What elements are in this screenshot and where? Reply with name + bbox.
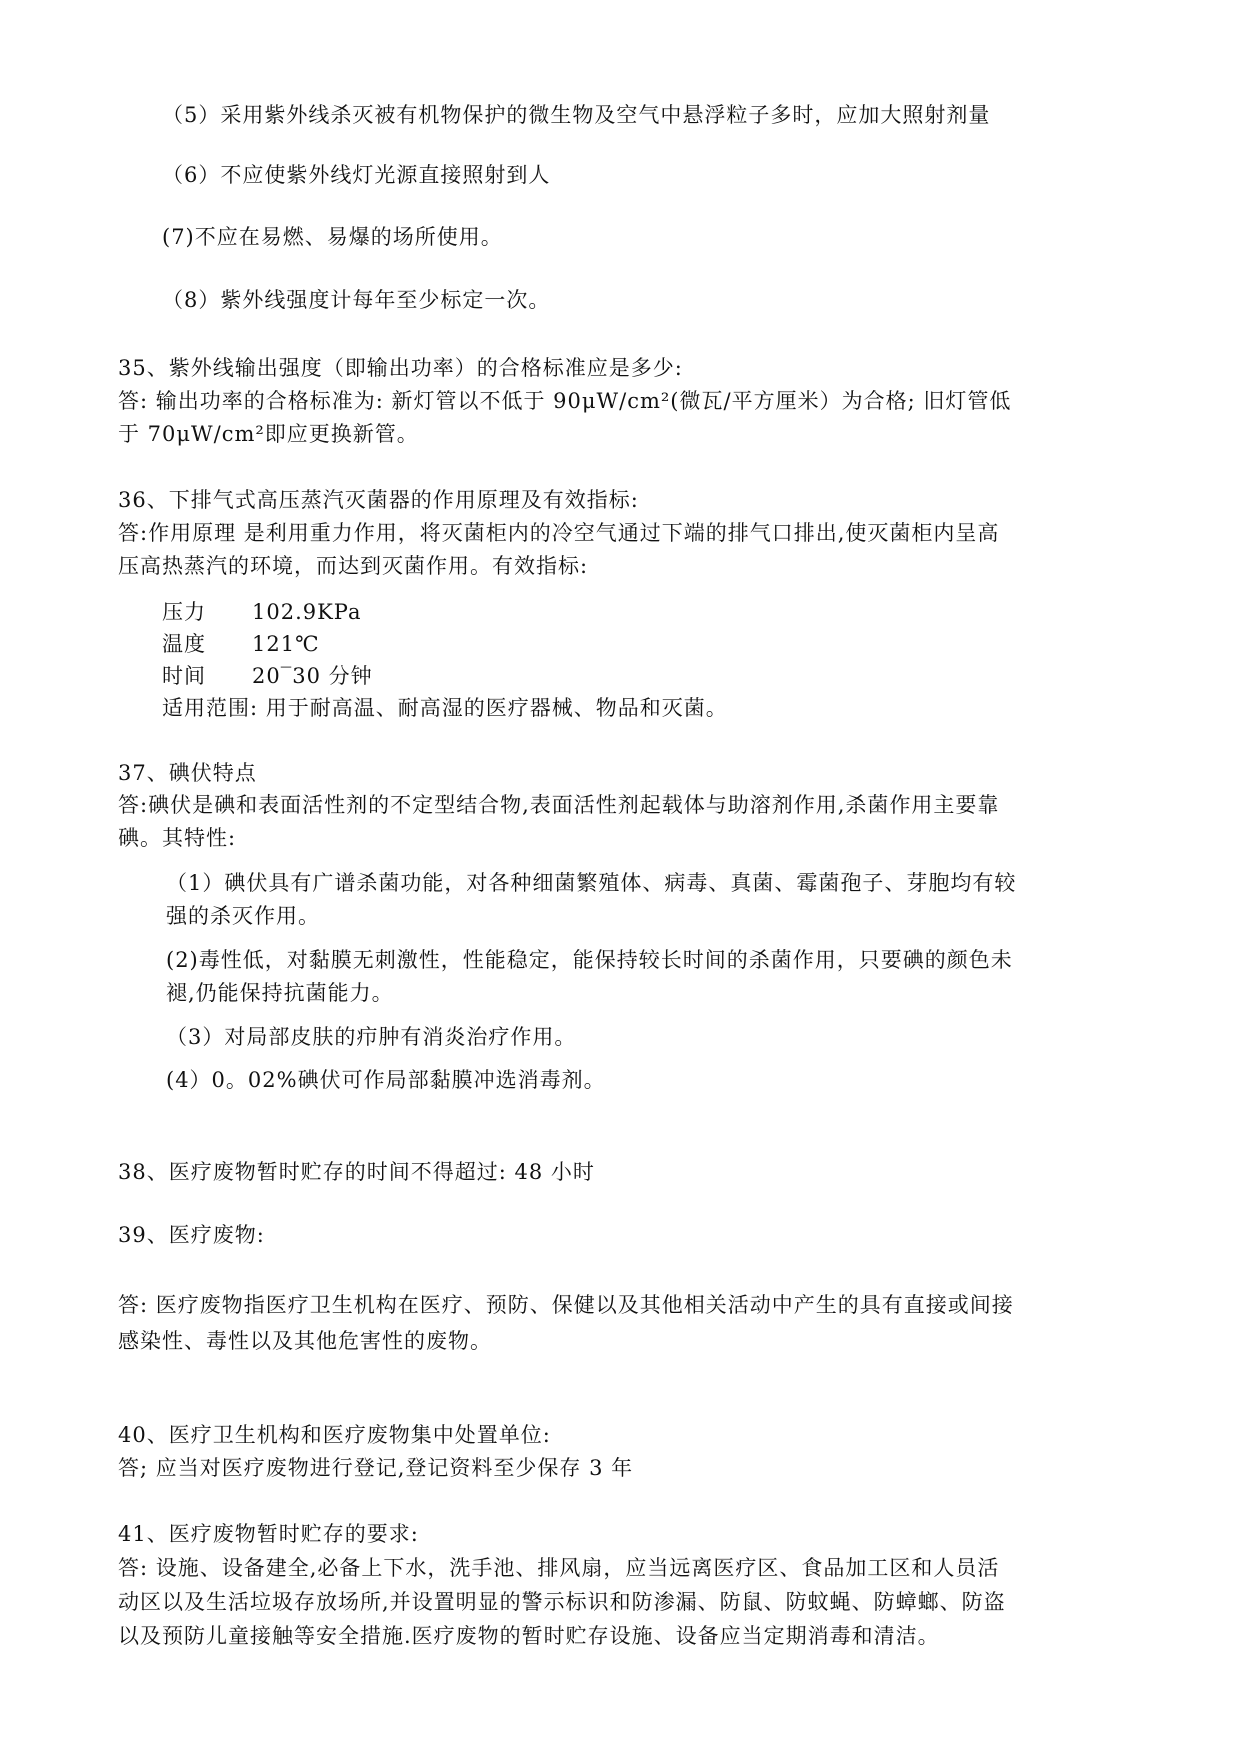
question-39: 39、医疗废物: [118,1223,265,1247]
item-8: （8）紫外线强度计每年至少标定一次。 [162,288,551,312]
spec-value: 20‾30 分钟 [252,664,373,688]
spec-value: 102.9KPa [252,600,362,624]
answer-39-line-2: 感染性、毒性以及其他危害性的废物。 [118,1329,492,1353]
spec-label: 温度 [162,632,206,656]
answer-41-line-3: 以及预防儿童接触等安全措施.医疗废物的暂时贮存设施、设备应当定期消毒和清洁。 [118,1624,940,1648]
feature-4: (4）0。02%碘伏可作局部黏膜冲选消毒剂。 [166,1068,606,1092]
feature-1-line-1: （1）碘伏具有广谱杀菌功能，对各种细菌繁殖体、病毒、真菌、霉菌孢子、芽胞均有较 [166,871,1017,895]
answer-37-line-1: 答:碘伏是碘和表面活性剂的不定型结合物,表面活性剂起载体与助溶剂作用,杀菌作用主要靠 [118,793,1000,817]
answer-39-line-1: 答: 医疗废物指医疗卫生机构在医疗、预防、保健以及其他相关活动中产生的具有直接或间接 [118,1293,1014,1317]
answer-41-line-1: 答: 设施、设备建全,必备上下水，洗手池、排风扇，应当远离医疗区、食品加工区和人员活 [118,1556,1000,1580]
spec-row [162,661,562,691]
spec-value: 121℃ [252,632,320,656]
spec-label: 时间 [162,664,206,688]
feature-2-line-1: (2)毒性低，对黏膜无刺激性，性能稳定，能保持较长时间的杀菌作用，只要碘的颜色未 [166,948,1013,972]
spec-row [162,629,562,659]
item-5: （5）采用紫外线杀灭被有机物保护的微生物及空气中悬浮粒子多时，应加大照射剂量 [162,103,991,127]
question-37: 37、碘伏特点 [118,761,257,785]
item-7: (7)不应在易燃、易爆的场所使用。 [162,225,503,249]
answer-36-line-2: 压高热蒸汽的环境，而达到灭菌作用。有效指标: [118,554,589,578]
question-38: 38、医疗废物暂时贮存的时间不得超过: 48 小时 [118,1160,595,1184]
spec-row [162,597,562,627]
answer-35-line-2: 于 70μW/cm²即应更换新管。 [118,422,419,446]
answer-40: 答; 应当对医疗废物进行登记,登记资料至少保存 3 年 [118,1456,634,1480]
answer-35-line-1: 答: 输出功率的合格标准为: 新灯管以不低于 90μW/cm²(微瓦/平方厘米）为合格; 旧灯管低 [118,389,1012,413]
feature-3: （3）对局部皮肤的疖肿有消炎治疗作用。 [166,1025,577,1049]
item-6: （6）不应使紫外线灯光源直接照射到人 [162,163,551,187]
question-41: 41、医疗废物暂时贮存的要求: [118,1522,419,1546]
answer-41-line-2: 动区以及生活垃圾存放场所,并设置明显的警示标识和防渗漏、防鼠、防蚊蝇、防蟑螂、防盗 [118,1590,1006,1614]
feature-2-line-2: 褪,仍能保持抗菌能力。 [166,981,394,1005]
question-36: 36、下排气式高压蒸汽灭菌器的作用原理及有效指标: [118,488,639,512]
question-35: 35、紫外线输出强度（即输出功率）的合格标准应是多少: [118,356,683,380]
scope-text: 适用范围: 用于耐高温、耐高湿的医疗器械、物品和灭菌。 [162,696,728,720]
answer-36-line-1: 答:作用原理 是利用重力作用，将灭菌柜内的冷空气通过下端的排气口排出,使灭菌柜内呈高 [118,521,1000,545]
answer-37-line-2: 碘。其特性: [118,826,237,850]
feature-1-line-2: 强的杀灭作用。 [166,904,320,928]
spec-label: 压力 [162,600,206,624]
question-40: 40、医疗卫生机构和医疗废物集中处置单位: [118,1423,551,1447]
